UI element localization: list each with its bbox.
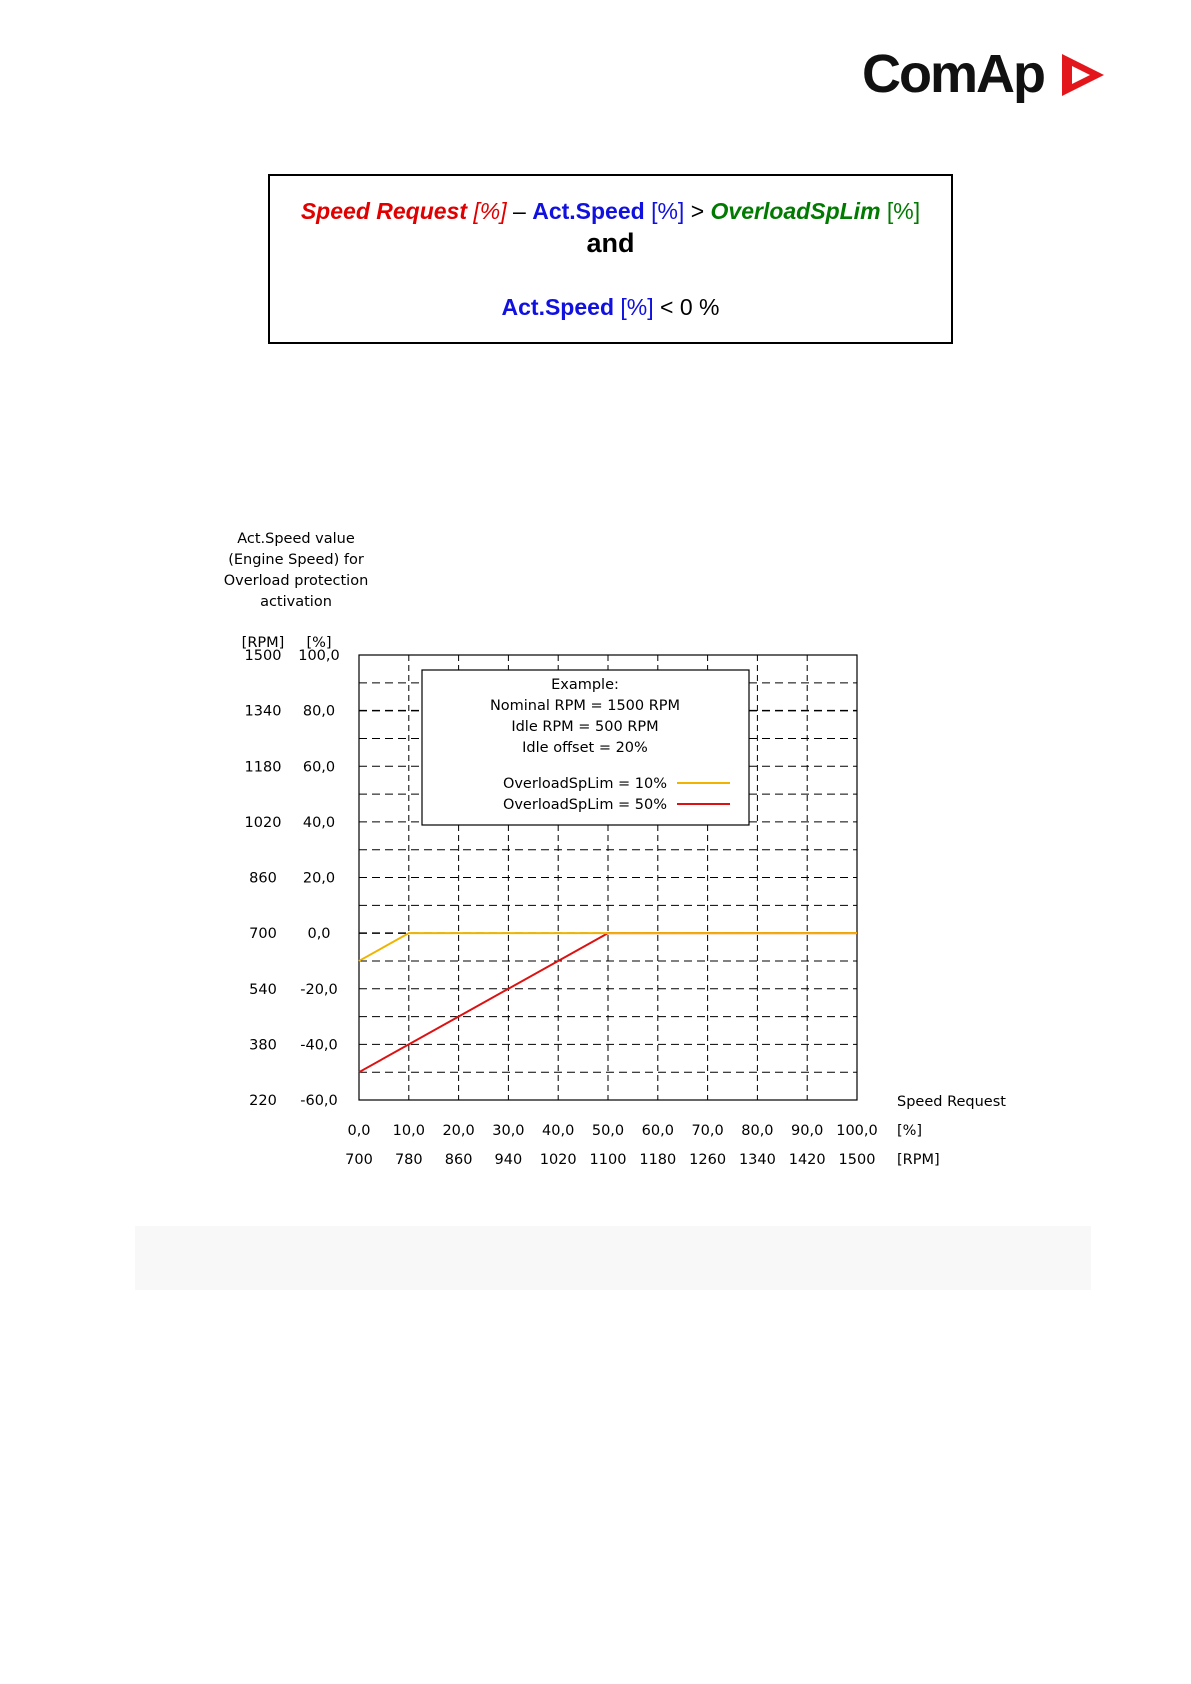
y-tick-labels: [245, 648, 340, 1109]
y-tick-pct: -40,0: [300, 1037, 338, 1054]
x-tick-rpm: 780: [394, 1152, 423, 1168]
y-tick-rpm: 1020: [244, 814, 282, 831]
act-speed-term-2: Act.Speed: [501, 294, 614, 320]
legend-title-line: Idle RPM = 500 RPM: [511, 719, 659, 735]
x-tick-pct: 20,0: [442, 1123, 475, 1139]
act-speed-unit-2: [%]: [620, 294, 654, 320]
y-axis-label-line: (Engine Speed) for: [228, 552, 364, 568]
legend-entry-label: OverloadSpLim = 10%: [502, 776, 668, 792]
x-tick-pct: 80,0: [741, 1123, 774, 1139]
overload-unit: [%]: [886, 198, 921, 224]
x-tick-pct: 60,0: [641, 1123, 674, 1139]
minus-operator: –: [513, 198, 526, 224]
x-tick-rpm: 1340: [738, 1152, 776, 1168]
y-unit-rpm: [RPM]: [241, 635, 285, 651]
x-tick-pct: 50,0: [591, 1123, 625, 1139]
x-tick-pct: 70,0: [691, 1123, 724, 1139]
x-unit-pct: [%]: [897, 1123, 923, 1139]
chart-series: [359, 933, 857, 1072]
x-tick-rpm: 860: [444, 1152, 473, 1168]
legend-entry-label: OverloadSpLim = 50%: [502, 797, 668, 813]
y-tick-pct: 60,0: [302, 759, 336, 776]
y-axis-label-line: Overload protection: [223, 573, 369, 589]
formula-line-2: [270, 294, 951, 321]
logo-wordmark: ComAp: [862, 44, 1044, 104]
x-tick-rpm: 1100: [589, 1152, 627, 1168]
x-tick-rpm: 1260: [689, 1152, 727, 1168]
x-tick-rpm: 940: [494, 1152, 523, 1168]
x-tick-rpm: 700: [345, 1152, 373, 1168]
x-tick-rpm: 1420: [788, 1152, 826, 1168]
y-tick-rpm: 700: [249, 926, 277, 943]
x-tick-pct: 10,0: [392, 1123, 425, 1139]
x-unit-rpm: [RPM]: [897, 1152, 940, 1168]
x-tick-pct: 90,0: [791, 1123, 824, 1139]
x-tick-rpm: 1020: [539, 1152, 577, 1168]
y-tick-rpm: 220: [249, 1093, 277, 1109]
x-tick-labels: [345, 1123, 878, 1168]
formula-box: [268, 174, 953, 344]
y-tick-rpm: 1500: [244, 648, 282, 664]
y-axis-label-line: Act.Speed value: [237, 531, 355, 547]
y-unit-pct: [%]: [306, 635, 332, 651]
y-tick-pct: 0,0: [307, 926, 331, 943]
legend-title-line: Idle offset = 20%: [522, 740, 648, 756]
formula-line-1: [270, 198, 951, 225]
condition-text: < 0 %: [660, 294, 720, 320]
logo-play-icon: [1058, 52, 1106, 98]
x-tick-pct: 40,0: [542, 1123, 575, 1139]
greater-than-operator: >: [690, 198, 705, 224]
speed-request-term: Speed Request: [300, 198, 467, 224]
act-speed-unit: [%]: [651, 198, 685, 224]
y-tick-rpm: 540: [249, 981, 277, 998]
x-tick-pct: 30,0: [492, 1123, 525, 1139]
y-tick-rpm: 1180: [244, 759, 282, 776]
y-tick-rpm: 380: [249, 1037, 277, 1054]
note-panel: [135, 1226, 1091, 1290]
y-tick-pct: 40,0: [302, 814, 336, 831]
act-speed-term: Act.Speed: [532, 198, 645, 224]
y-tick-pct: -60,0: [300, 1093, 338, 1109]
y-tick-rpm: 860: [249, 870, 277, 887]
chart-legend: [422, 670, 749, 825]
x-tick-rpm: 1180: [639, 1152, 677, 1168]
x-tick-pct: 100,0: [836, 1123, 878, 1139]
formula-and: and: [586, 228, 635, 258]
x-tick-pct: 0,0: [347, 1123, 371, 1139]
y-tick-rpm: 1340: [244, 703, 282, 720]
y-tick-pct: -20,0: [300, 981, 338, 998]
y-axis-label-line: activation: [260, 594, 332, 610]
overload-term: OverloadSpLim: [710, 198, 881, 224]
legend-title-line: Nominal RPM = 1500 RPM: [489, 698, 681, 714]
y-tick-pct: 20,0: [302, 870, 336, 887]
legend-title-line: Example:: [551, 677, 619, 693]
y-axis-label: [224, 531, 369, 610]
x-axis-label: Speed Request: [897, 1094, 1006, 1110]
comap-logo: [862, 44, 1107, 104]
overload-chart: [0, 520, 1191, 1180]
series-line: [359, 933, 857, 1072]
x-tick-rpm: 1500: [838, 1152, 876, 1168]
speed-request-unit: [%]: [473, 198, 507, 224]
y-tick-pct: 100,0: [298, 648, 340, 664]
y-tick-pct: 80,0: [302, 703, 336, 720]
